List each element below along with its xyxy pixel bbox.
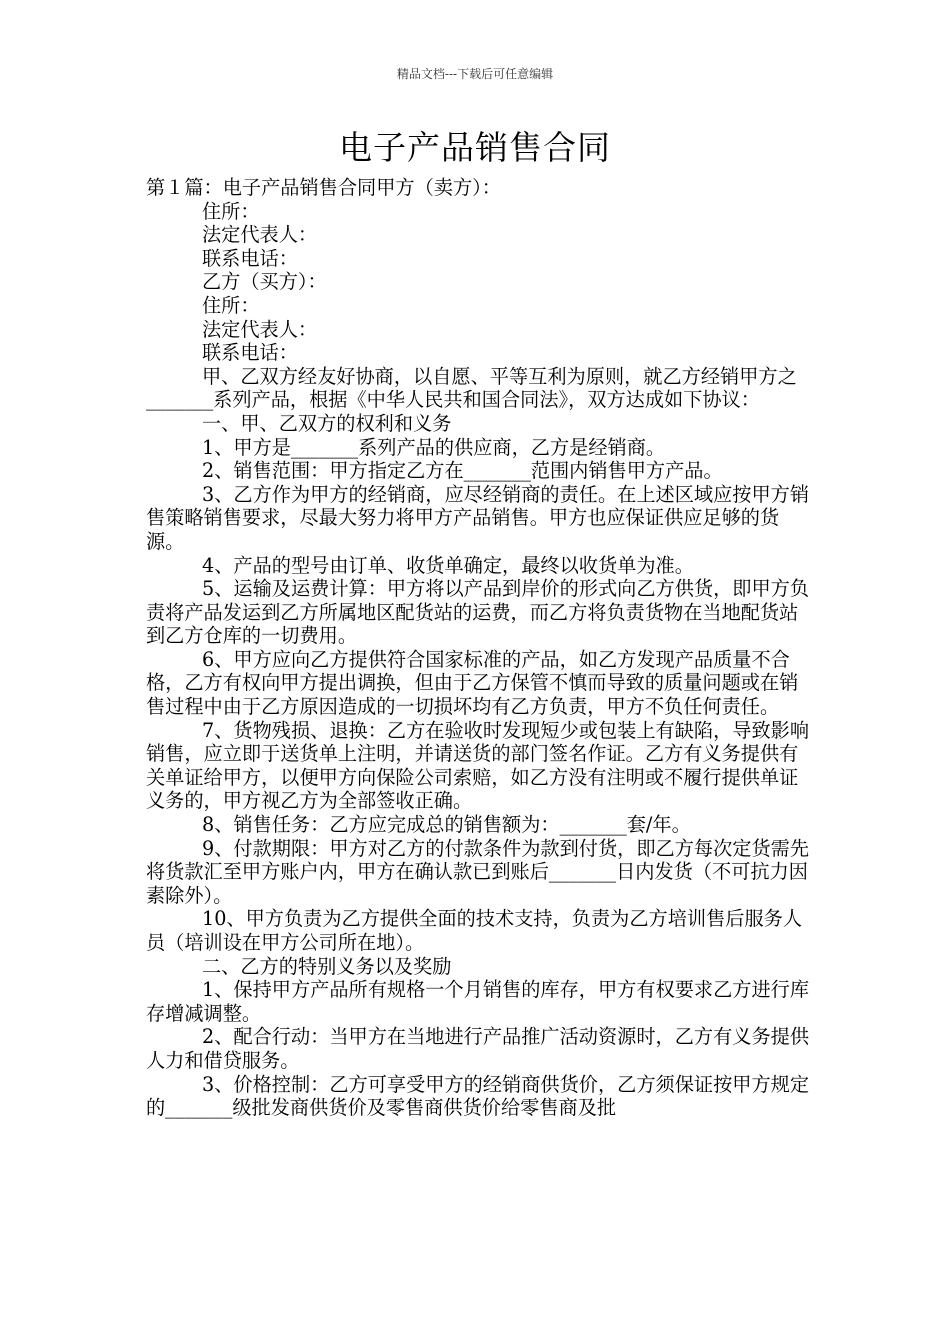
clause-1-4: 4、产品的型号由订单、收货单确定，最终以收货单为准。 [202,553,694,577]
party-b-heading: 乙方（买方）： [202,270,327,294]
clause-1-7: 7、货物残损、退换：乙方在验收时发现短少或包装上有缺陷，导致影响销售，应立即于送货单上注明，并请送货的部门签名作证。乙方有义务提供有关单证给甲方，以便甲方向保险公司索赔，如乙方没有注明或不履行提供单证义务的，甲方视乙方为全部签收正确。 [146,718,810,813]
clause-1-9: 9、付款期限：甲方对乙方的付款条件为款到付货，即乙方每次定货需先将货款汇至甲方账户内，甲方在确认款已到账后_______日内发货（不可抗力因素除外）。 [146,836,810,907]
clause-1-1: 1、甲方是_______系列产品的供应商，乙方是经销商。 [202,435,666,459]
party-b-representative: 法定代表人： [202,317,318,341]
party-a-representative: 法定代表人： [202,223,318,247]
party-b-address: 住所： [202,293,260,317]
clause-1-2: 2、销售范围：甲方指定乙方在_______范围内销售甲方产品。 [202,459,723,483]
party-a-address: 住所： [202,199,260,223]
section-heading-2: 二、乙方的特别义务以及奖励 [202,954,452,978]
preamble-paragraph: 甲、乙双方经友好协商，以自愿、平等互利为原则，就乙方经销甲方之_______系列产品，根据《中华人民共和国合同法》，双方达成如下协议： [146,364,797,412]
clause-1-8: 8、销售任务：乙方应完成总的销售额为：_______套/年。 [202,813,691,837]
clause-2-2: 2、配合行动：当甲方在当地进行产品推广活动资源时，乙方有义务提供人力和借贷服务。 [146,1025,810,1072]
clause-1-3: 3、乙方作为甲方的经销商，应尽经销商的责任。在上述区域应按甲方销售策略销售要求，尽最大努力将甲方产品销售。甲方也应保证供应足够的货源。 [146,482,810,553]
document-title: 电子产品销售合同 [339,128,611,167]
document-body [146,176,812,1120]
clause-1-10: 10、甲方负责为乙方提供全面的技术支持，负责为乙方培训售后服务人员（培训设在甲方公司所在地）。 [146,907,803,954]
party-b-phone: 联系电话： [202,341,298,365]
clause-1-5: 5、运输及运费计算：甲方将以产品到岸价的形式向乙方供货，即甲方负责将产品发运到乙方所属地区配货站的运费，而乙方将负责货物在当地配货站到乙方仓库的一切费用。 [146,577,810,648]
header-note: 精品文档---下载后可任意编辑 [396,67,554,81]
clause-2-1: 1、保持甲方产品所有规格一个月销售的库存，甲方有权要求乙方进行库存增减调整。 [146,978,810,1025]
clause-1-6: 6、甲方应向乙方提供符合国家标准的产品，如乙方发现产品质量不合格，乙方有权向甲方提出调换，但由于乙方保管不慎而导致的质量问题或在销售过程中由于乙方原因造成的一切损坏均有乙方负责，甲方不负任何责任。 [146,647,799,719]
chapter-heading: 第１篇：电子产品销售合同甲方（卖方）： [146,176,501,199]
section-heading-1: 一、甲、乙双方的权利和义务 [202,411,452,435]
party-a-phone: 联系电话： [202,246,298,270]
clause-2-3: 3、价格控制：乙方可享受甲方的经销商供货价，乙方须保证按甲方规定的_______级批发商供货价及零售商供货价给零售商及批 [146,1072,810,1120]
